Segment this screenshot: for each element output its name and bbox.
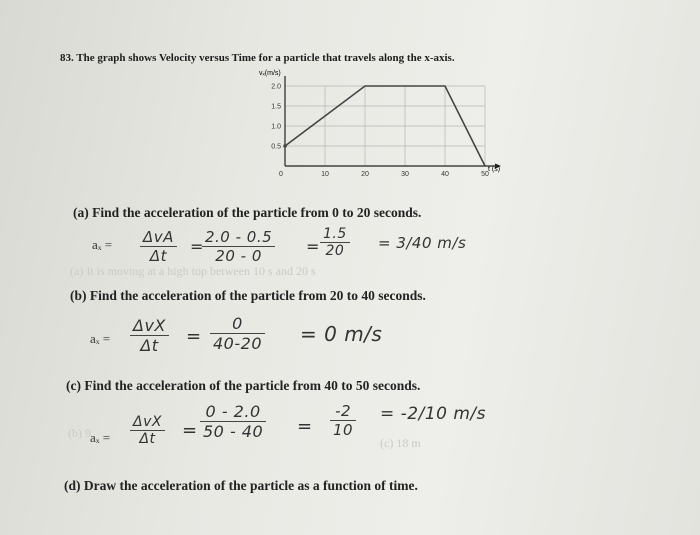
y-tick-label: 1.5 xyxy=(271,103,281,111)
x-axis-label: t (s) xyxy=(488,166,501,173)
x-tick-label: 30 xyxy=(401,171,409,178)
part-a-fraction-3 xyxy=(320,226,350,259)
part-a-f2-num: 2.0 - 0.5 xyxy=(202,228,275,247)
part-b-fraction-1 xyxy=(130,316,169,355)
part-c-f3-den: 10 xyxy=(333,421,354,439)
part-a-fraction-1 xyxy=(140,228,177,265)
part-a-ax-label: aₓ = xyxy=(92,237,113,252)
part-c-equals-2: = xyxy=(297,416,313,437)
question-text: The graph shows Velocity versus Time for a particle that travels along the x-axis. xyxy=(76,52,455,64)
y-tick-label: 0.5 xyxy=(271,143,281,151)
part-c-f3-num: -2 xyxy=(330,402,356,421)
part-a-f1-num: ΔvA xyxy=(140,228,177,247)
graph-grid xyxy=(285,86,485,166)
part-a-f3-den: 20 xyxy=(325,243,345,259)
x-tick-label: 10 xyxy=(321,171,329,178)
part-a-result: = 3/40 m/s xyxy=(378,234,467,252)
part-c-fraction-3 xyxy=(330,402,356,439)
part-c-equals-1: = xyxy=(182,420,198,441)
part-c-result: = -2/10 m/s xyxy=(380,404,487,424)
part-c-fraction-2 xyxy=(200,402,266,441)
part-a-f2-den: 20 - 0 xyxy=(215,247,262,265)
part-a-f3-num: 1.5 xyxy=(320,226,350,243)
start-point xyxy=(283,144,287,148)
bleed-through-text-2: (b) 9 xyxy=(68,426,91,440)
part-a-fraction-2 xyxy=(202,228,275,265)
bleed-through-text-3: (c) 18 m xyxy=(380,436,421,450)
part-b-fraction-2 xyxy=(210,314,265,353)
y-tick-labels xyxy=(271,84,281,151)
part-b-prompt: (b) Find the acceleration of the particle from 20 to 40 seconds. xyxy=(70,288,426,303)
part-b-f2-num: 0 xyxy=(210,314,265,334)
question-number: 83. xyxy=(60,52,74,64)
y-axis-label: vₓ(m/s) xyxy=(259,70,281,77)
part-a-equals-2: = xyxy=(306,237,320,256)
part-b-ax-label: aₓ = xyxy=(90,331,111,346)
part-b-f1-num: ΔvX xyxy=(130,316,169,336)
x-tick-labels xyxy=(279,171,489,178)
part-b-f2-den: 40-20 xyxy=(213,334,262,353)
part-d-prompt: (d) Draw the acceleration of the particle as a function of time. xyxy=(64,478,418,493)
x-tick-label: 50 xyxy=(481,171,489,178)
x-tick-label: 40 xyxy=(441,171,449,178)
part-c-f2-num: 0 - 2.0 xyxy=(200,402,266,422)
part-c-fraction-1 xyxy=(130,414,165,447)
part-c-f1-den: Δt xyxy=(139,431,156,447)
y-tick-label: 2.0 xyxy=(271,83,281,91)
bleed-through-text: (a) It is moving at a high top between 10 s and 20 s xyxy=(70,264,316,278)
y-tick-label: 1.0 xyxy=(271,123,281,131)
part-c-f1-num: ΔvX xyxy=(130,414,165,431)
question-header xyxy=(60,52,455,64)
part-b-f1-den: Δt xyxy=(140,336,159,355)
x-tick-label: 0 xyxy=(279,171,283,178)
part-b-result: = 0 m/s xyxy=(300,322,383,346)
part-a-equals-1: = xyxy=(190,237,204,256)
part-a-f1-den: Δt xyxy=(149,247,168,265)
part-b-equals-1: = xyxy=(186,326,202,347)
part-c-prompt: (c) Find the acceleration of the particle from 40 to 50 seconds. xyxy=(66,378,421,393)
x-tick-label: 20 xyxy=(361,171,369,178)
part-a-prompt: (a) Find the acceleration of the particle from 0 to 20 seconds. xyxy=(73,205,422,220)
part-c-f2-den: 50 - 40 xyxy=(203,422,264,441)
velocity-time-graph xyxy=(240,64,520,199)
part-c-ax-label: aₓ = xyxy=(90,430,111,445)
